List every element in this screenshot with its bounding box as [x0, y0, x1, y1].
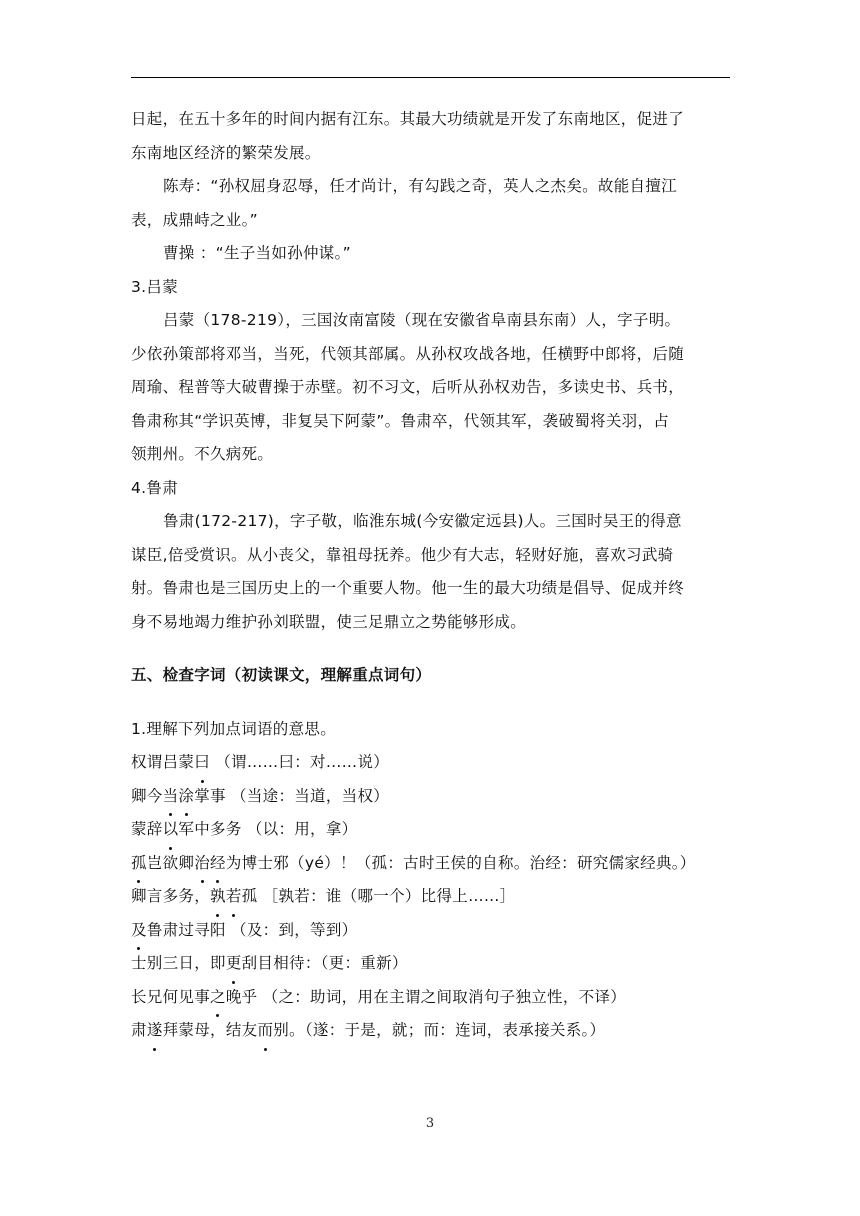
exercise-item — [131, 880, 741, 914]
exercise-text: 士别三日，即 — [131, 954, 226, 972]
emphasized-word: 更 — [226, 947, 242, 981]
lumeng-line-3: 周瑜、程普等大破曹操于赤壁。初不习文，后听从孙权劝告，多读史书、兵书， — [131, 378, 685, 396]
exercise-item — [131, 780, 741, 814]
emphasized-word: 而 — [257, 1014, 273, 1048]
section5-subheading: 1.理解下列加点词语的意思。 — [131, 719, 336, 738]
lumeng-line-1: 吕蒙（178-219），三国汝南富陵（现在安徽省阜南县东南）人，字子明。 — [163, 311, 681, 329]
exercise-text: 长兄何见事 — [131, 987, 211, 1006]
emphasized-word: 若 — [226, 880, 242, 914]
section5-title: 五、检查字词（初读课文，理解重点词句） — [131, 666, 432, 684]
intro-line-1: 日起，在五十多年的时间内据有江东。其最大功绩就是开发了东南地区，促进了 — [131, 110, 685, 128]
lumeng-line-4: 鲁肃称其“学识英博，非复吴下阿蒙”。鲁肃卒，代领其军，袭破蜀将关羽，占 — [131, 411, 670, 430]
page-content — [131, 103, 741, 1048]
quote-cao: 曹操 ：“生子当如孙仲谋。” — [163, 244, 351, 262]
emphasized-word: 遂 — [147, 1014, 163, 1048]
emphasized-word: 曰 — [194, 746, 210, 780]
exercise-text: 别。（遂：于是，就；而：连词，表承接关系。） — [273, 1021, 606, 1039]
exercise-text: 晚乎 （之：助词，用在主谓之间取消句子独立性，不译） — [225, 987, 627, 1006]
exercise-text: 为博士邪（yé）！（孤：古时王侯的自称。治经：研究儒家经典。） — [225, 853, 696, 872]
exercise-text: 蒙辞 — [131, 820, 163, 838]
emphasized-word: 及 — [131, 914, 147, 948]
exercise-item — [131, 981, 741, 1015]
exercise-list — [131, 746, 741, 1048]
exercise-text: 岂欲卿 — [146, 853, 195, 872]
emphasized-word: 孰 — [210, 880, 226, 914]
exercise-item — [131, 1014, 741, 1048]
page-number: 3 — [425, 1116, 435, 1131]
exercise-text: 卿言多务， — [131, 887, 211, 905]
exercise-item — [131, 914, 741, 948]
emphasized-word: 涂 — [178, 780, 194, 814]
emphasized-word: 之 — [210, 981, 226, 1015]
exercise-text: 刮目相待：（更：重新） — [241, 954, 408, 972]
exercise-text: 孤 ［孰若：谁（哪一个）比得上……］ — [241, 887, 516, 905]
lusu-line-4: 身不易地竭力维护孙刘联盟，使三足鼎立之势能够形成。 — [131, 612, 527, 631]
exercise-text: 权谓吕蒙 — [131, 753, 195, 771]
lusu-line-1: 鲁肃(172-217)，字子敬，临淮东城(今安徽定远县)人。三国时吴王的得意 — [163, 512, 682, 530]
exercise-item — [131, 847, 741, 881]
lumeng-line-5: 领荆州。不久病死。 — [131, 445, 274, 463]
lumeng-line-2: 少依孙策部将邓当，当死，代领其部属。从孙权攻战各地，任横野中郎将，后随 — [131, 344, 685, 363]
exercise-item — [131, 746, 741, 780]
exercise-text: （谓……曰：对……说） — [210, 753, 390, 771]
emphasized-word: 治 — [194, 847, 210, 881]
lusu-line-2: 谋臣,倍受赏识。从小丧父，靠祖母抚养。他少有大志，轻财好施，喜欢习武骑 — [131, 545, 674, 564]
exercise-text: 拜蒙母，结友 — [162, 1021, 258, 1039]
lumeng-heading: 3.吕蒙 — [131, 277, 178, 296]
exercise-text: 军中多务 （以：用，拿） — [178, 820, 358, 838]
exercise-item — [131, 947, 741, 981]
emphasized-word: 当 — [163, 780, 179, 814]
exercise-item — [131, 813, 741, 847]
exercise-text: 掌事 （当途：当道，当权） — [194, 786, 390, 805]
header-rule — [131, 77, 730, 78]
exercise-text: 鲁肃过寻阳 （及：到，等到） — [146, 920, 358, 939]
lusu-heading: 4.鲁肃 — [131, 478, 178, 497]
intro-line-2: 东南地区经济的繁荣发展。 — [131, 143, 321, 162]
quote-chen-line-1: 陈寿：“孙权屈身忍辱，任才尚计，有勾践之奇，英人之杰矣。故能自擅江 — [163, 177, 677, 195]
quote-chen-line-2: 表，成鼎峙之业。” — [131, 210, 258, 229]
exercise-text: 卿今 — [131, 786, 163, 805]
lusu-line-3: 射。鲁肃也是三国历史上的一个重要人物。他一生的最大功绩是倡导、促成并终 — [131, 579, 685, 597]
emphasized-word: 经 — [210, 847, 226, 881]
emphasized-word: 孤 — [131, 847, 147, 881]
exercise-text: 肃 — [131, 1021, 147, 1039]
emphasized-word: 以 — [163, 813, 179, 847]
